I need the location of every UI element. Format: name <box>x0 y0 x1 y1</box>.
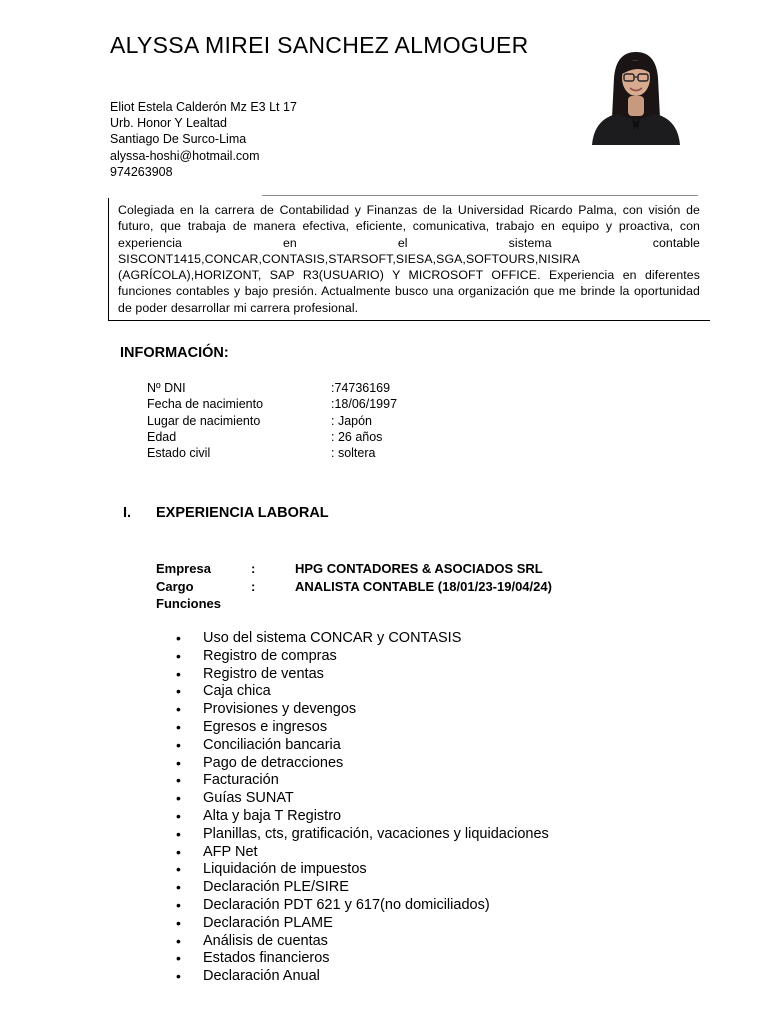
bullet-icon: • <box>176 807 181 824</box>
list-item <box>176 719 549 737</box>
contact-block <box>110 99 297 180</box>
functions-label: Funciones <box>156 596 222 611</box>
company-row <box>156 560 552 578</box>
bullet-icon: • <box>176 630 181 646</box>
duty-text: Conciliación bancaria <box>203 736 341 753</box>
list-item <box>176 648 549 666</box>
list-item <box>176 683 549 701</box>
bullet-icon: • <box>176 896 181 913</box>
duty-text: Declaración Anual <box>203 968 320 985</box>
bullet-icon: • <box>176 861 181 878</box>
list-item <box>176 701 549 719</box>
district-line: Santiago De Surco-Lima <box>110 132 247 147</box>
duties-list <box>176 630 549 986</box>
phone-line: 974263908 <box>110 164 173 179</box>
email-line: alyssa-hoshi@hotmail.com <box>110 148 260 163</box>
duty-text: Declaración PDT 621 y 617(no domiciliados) <box>203 896 490 913</box>
duty-text: Liquidación de impuestos <box>203 861 367 878</box>
bullet-icon: • <box>176 968 181 985</box>
bullet-icon: • <box>176 665 181 682</box>
summary-border-right-tail <box>680 320 710 321</box>
info-label: Estado civil <box>147 446 211 461</box>
role-label: Cargo <box>156 578 194 594</box>
info-value: : soltera <box>331 446 376 461</box>
info-value: : 26 años <box>331 429 383 444</box>
bullet-icon: • <box>176 701 181 718</box>
list-item <box>176 772 549 790</box>
candidate-name: ALYSSA MIREI SANCHEZ ALMOGUER <box>110 32 529 58</box>
duty-text: Análisis de cuentas <box>203 932 328 949</box>
info-section-title: INFORMACIÓN: <box>120 345 229 361</box>
info-value: :18/06/1997 <box>331 397 398 412</box>
duty-text: Facturación <box>203 772 279 789</box>
job-details <box>156 560 552 613</box>
list-item <box>176 861 549 879</box>
info-label: Nº DNI <box>147 381 186 395</box>
urbanization-line: Urb. Honor Y Lealtad <box>110 116 227 131</box>
company-colon: : <box>251 561 256 576</box>
info-label: Lugar de nacimiento <box>147 413 261 428</box>
list-item <box>176 630 549 648</box>
bullet-icon: • <box>176 843 181 860</box>
info-label: Fecha de nacimiento <box>147 397 264 412</box>
info-label: Edad <box>147 429 177 444</box>
role-name: ANALISTA CONTABLE (18/01/23-19/04/24) <box>295 578 552 594</box>
profile-photo <box>588 48 684 145</box>
bullet-icon: • <box>176 879 181 896</box>
bullet-icon: • <box>176 790 181 807</box>
company-name: HPG CONTADORES & ASOCIADOS SRL <box>295 561 543 576</box>
info-table <box>147 380 397 461</box>
list-item <box>176 826 549 844</box>
bullet-icon: • <box>176 718 181 735</box>
list-item <box>176 968 549 986</box>
duty-text: Egresos e ingresos <box>203 718 328 735</box>
bullet-icon: • <box>176 914 181 931</box>
bullet-icon: • <box>176 754 181 771</box>
duty-text: Alta y baja T Registro <box>203 807 342 824</box>
list-item <box>176 897 549 915</box>
address-line: Eliot Estela Calderón Mz E3 Lt 17 <box>110 100 297 114</box>
duty-text: AFP Net <box>203 843 258 860</box>
list-item <box>176 950 549 968</box>
header-divider <box>262 195 698 196</box>
list-item <box>176 879 549 897</box>
professional-summary: Colegiada en la carrera de Contabilidad y Finanzas de la Universidad Ricardo Palma, con visión de futuro, que trabaja de manera efectiva, eficiente, comunicativa, trabajo en equipo y proactiva, con experiencia en el sistema contable SISCONT1415,CONCAR,CONTASIS,STARSOFT,SIESA,SGA,SOFTOURS,NISIRA (AGRÍCOLA),HORIZONT, SAP R3(USUARIO) Y MICROSOFT OFFICE. Experiencia en diferentes funciones contables y bajo presión. Actualmente busco una organización que me brinde la oportunidad de poder desarrollar mi carrera profesional. <box>118 203 700 315</box>
info-value: : Japón <box>331 413 373 428</box>
duty-text: Pago de detracciones <box>203 754 344 771</box>
list-item <box>176 933 549 951</box>
info-row-dni <box>147 380 397 396</box>
duty-text: Registro de compras <box>203 647 337 664</box>
list-item <box>176 755 549 773</box>
list-item <box>176 844 549 862</box>
list-item <box>176 737 549 755</box>
bullet-icon: • <box>176 647 181 664</box>
bullet-icon: • <box>176 825 181 842</box>
info-row-birthplace <box>147 413 397 429</box>
list-item <box>176 808 549 826</box>
duty-text: Guías SUNAT <box>203 790 294 807</box>
duty-text: Estados financieros <box>203 950 330 967</box>
info-row-age <box>147 429 397 445</box>
info-row-marital-status <box>147 445 397 461</box>
info-row-birthdate <box>147 396 397 412</box>
info-value: :74736169 <box>331 381 391 395</box>
company-label: Empresa <box>156 561 211 576</box>
duty-text: Caja chica <box>203 683 271 700</box>
bullet-icon: • <box>176 683 181 700</box>
list-item <box>176 666 549 684</box>
list-item <box>176 790 549 808</box>
role-colon: : <box>251 578 256 594</box>
duty-text: Registro de ventas <box>203 665 324 682</box>
duty-text: Planillas, cts, gratificación, vacaciones y liquidaciones <box>203 825 549 842</box>
role-row <box>156 578 552 596</box>
functions-row <box>156 595 552 613</box>
bullet-icon: • <box>176 772 181 789</box>
bullet-icon: • <box>176 736 181 753</box>
duty-text: Uso del sistema CONCAR y CONTASIS <box>203 630 462 646</box>
experience-section-title: EXPERIENCIA LABORAL <box>156 505 329 521</box>
duty-text: Declaración PLAME <box>203 914 333 931</box>
section-number: I. <box>123 505 132 521</box>
bullet-icon: • <box>176 932 181 949</box>
bullet-icon: • <box>176 950 181 967</box>
list-item <box>176 915 549 933</box>
duty-text: Provisiones y devengos <box>203 701 357 718</box>
duty-text: Declaración PLE/SIRE <box>203 879 349 896</box>
